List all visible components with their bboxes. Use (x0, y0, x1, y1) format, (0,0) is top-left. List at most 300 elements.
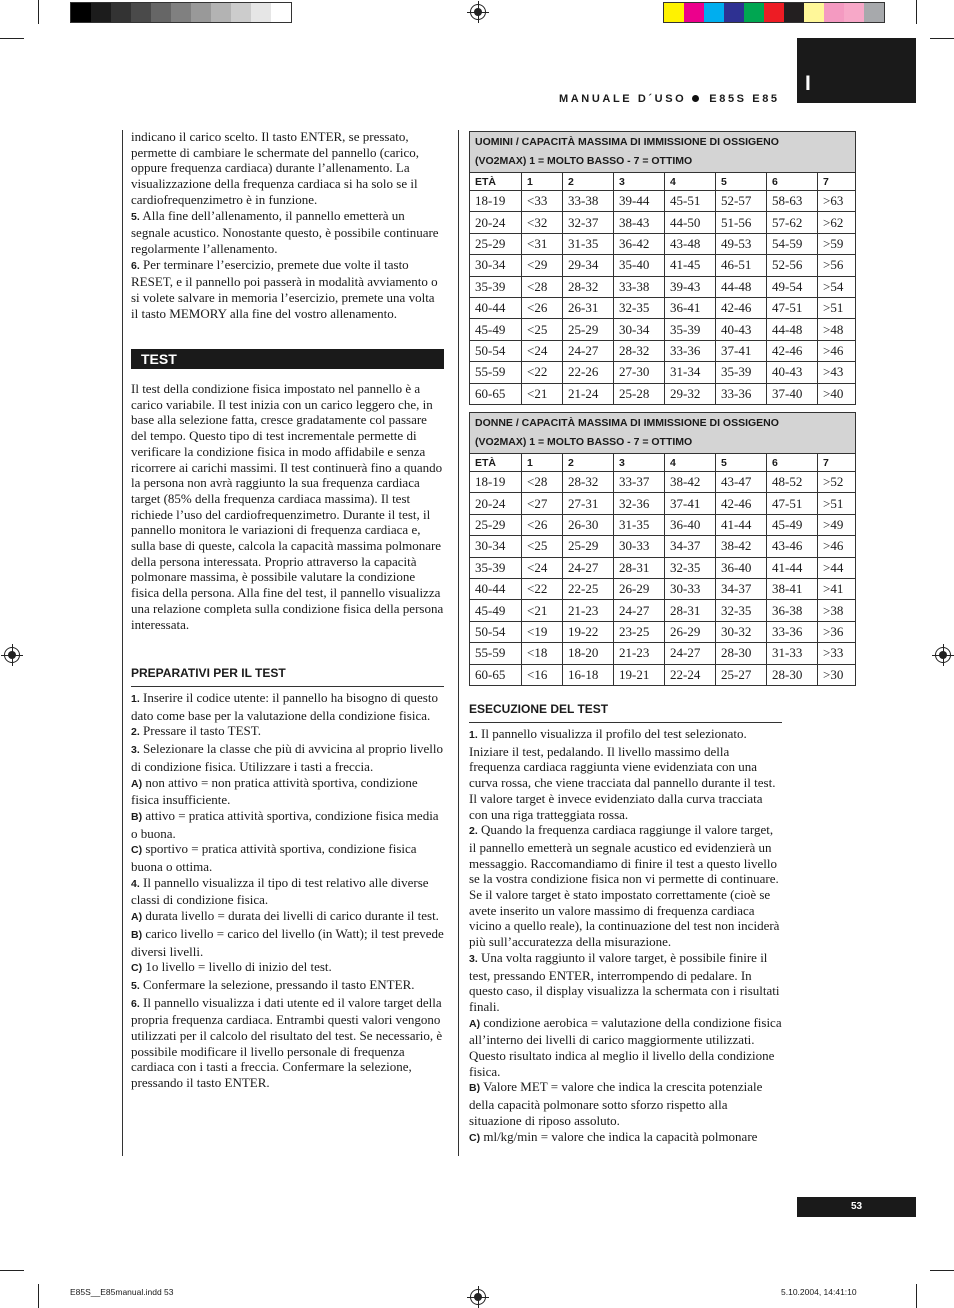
table-cell: 28-31 (665, 600, 716, 621)
table-row (470, 297, 856, 318)
table-cell: 40-43 (767, 362, 818, 383)
men-vo2max-table (469, 131, 856, 405)
crop-mark (916, 0, 917, 24)
table-cell: 50-54 (470, 340, 522, 361)
table-cell: 23-25 (614, 621, 665, 642)
table-cell: <22 (522, 578, 563, 599)
list-text: ml/kg/min = valore che indica la capacità polmonare (480, 1128, 758, 1144)
table-cell: <16 (522, 664, 563, 685)
table-cell: <27 (522, 493, 563, 514)
table-cell: 37-41 (665, 493, 716, 514)
table-cell: >44 (818, 557, 856, 578)
list-text: carico livello = carico del livello (in Watt); il test prevede diversi livelli. (131, 925, 444, 959)
table-cell: 57-62 (767, 212, 818, 233)
table-cell: 22-26 (563, 362, 614, 383)
list-item (131, 995, 444, 1091)
table-cell: <28 (522, 472, 563, 493)
table-cell: 41-45 (665, 255, 716, 276)
table-caption-row (470, 132, 856, 173)
column-header: 5 (716, 454, 767, 472)
column-header: 4 (665, 454, 716, 472)
table-cell: 35-39 (470, 276, 522, 297)
table-row (470, 276, 856, 297)
crop-mark (930, 1270, 954, 1271)
list-marker: A) (469, 1017, 481, 1030)
column-header: 1 (522, 454, 563, 472)
table-cell: 33-38 (563, 191, 614, 212)
table-row (470, 621, 856, 642)
table-cell: >46 (818, 536, 856, 557)
table-cell: 27-31 (563, 493, 614, 514)
color-swatch (724, 3, 744, 22)
color-swatch (191, 3, 211, 22)
table-cell: 44-48 (767, 319, 818, 340)
color-swatch (844, 3, 864, 22)
table-row (470, 643, 856, 664)
table-cell: 35-39 (470, 557, 522, 578)
table-cell: 48-52 (767, 472, 818, 493)
table-cell: 28-32 (563, 472, 614, 493)
table-row (470, 600, 856, 621)
caption-line: UOMINI / CAPACITÀ MASSIMA DI IMMISSIONE DI OSSIGENO (475, 136, 779, 148)
table-cell: 20-24 (470, 212, 522, 233)
table-cell: >38 (818, 600, 856, 621)
list-item (131, 741, 444, 774)
table-cell: 32-35 (716, 600, 767, 621)
list-item (131, 775, 444, 808)
list-marker: 1. (469, 729, 478, 741)
table-row (470, 319, 856, 340)
table-cell: <22 (522, 362, 563, 383)
table-cell: 30-34 (470, 536, 522, 557)
table-row (470, 514, 856, 535)
list-item (131, 875, 444, 908)
table-cell: >51 (818, 297, 856, 318)
table-cell: >41 (818, 578, 856, 599)
list-text: Confermare la selezione, pressando il tasto ENTER. (139, 976, 415, 992)
table-caption (470, 413, 856, 454)
list-item (469, 950, 782, 1015)
table-cell: 29-34 (563, 255, 614, 276)
table-cell: 18-19 (470, 191, 522, 212)
list-marker: 6. (131, 997, 140, 1010)
table-cell: 33-36 (665, 340, 716, 361)
table-cell: <28 (522, 276, 563, 297)
list-item (131, 808, 444, 841)
table-cell: 55-59 (470, 362, 522, 383)
page-number: 53 (797, 1197, 916, 1217)
list-marker: 3. (131, 744, 140, 757)
table-cell: 43-48 (665, 233, 716, 254)
color-swatch (824, 3, 844, 22)
table-row (470, 191, 856, 212)
table-cell: >56 (818, 255, 856, 276)
crop-mark (0, 38, 24, 39)
table-cell: 49-54 (767, 276, 818, 297)
column-header: 2 (563, 173, 614, 191)
table-row (470, 362, 856, 383)
table-cell: 52-57 (716, 191, 767, 212)
table-row (470, 664, 856, 685)
table-cell: 40-43 (716, 319, 767, 340)
registration-mark-icon (470, 1289, 486, 1305)
table-cell: 54-59 (767, 233, 818, 254)
table-cell: >46 (818, 340, 856, 361)
table-cell: <18 (522, 643, 563, 664)
list-marker: C) (131, 844, 143, 857)
list-text: Una volta raggiunto il valore target, è possibile finire il test, pressando ENTER, interrompendo di pedalare. In questo caso, il display visualizza la schermata con i risultati finali. (469, 949, 780, 1014)
table-cell: 26-29 (614, 578, 665, 599)
list-text: Il pannello visualizza il profilo del test selezionato. Iniziare il test, pedalando. Il livello massimo della frequenza cardiaca raggiunta viene evidenziata con una curva rossa, che viene tracciata dal pannello durante il test. Il valore target è invece evidenziato dalla curva tracciata con una riga tratteggiata rossa. (469, 726, 776, 822)
list-item (131, 841, 444, 874)
color-swatch (91, 3, 111, 22)
table-cell: 19-21 (614, 664, 665, 685)
column-header: 7 (818, 173, 856, 191)
table-cell: 36-38 (767, 600, 818, 621)
paragraph-6: 6. Per terminare l’esercizio, premete due volte il tasto RESET, e il pannello poi passerà in modalità avviamento o si volete salvare in memoria l’esercizio, premete una volta il tasto MEMORY alla fine del vostro allenamento. (131, 256, 438, 321)
list-item (131, 723, 444, 741)
table-row (470, 536, 856, 557)
table-cell: >52 (818, 472, 856, 493)
paragraph-5: 5. Alla fine dell’allenamento, il pannello emetterà un segnale acustico. Nonostante questo, è possibile continuare regolarmente l’allenamento. (131, 207, 439, 256)
list-marker: B) (131, 928, 143, 941)
language-tab (797, 38, 916, 103)
table-cell: 45-49 (470, 319, 522, 340)
table-cell: 18-19 (470, 472, 522, 493)
table-cell: 28-30 (767, 664, 818, 685)
table-row (470, 255, 856, 276)
column-header: 2 (563, 454, 614, 472)
table-cell: 38-42 (716, 536, 767, 557)
table-caption-row (470, 413, 856, 454)
table-cell: 29-32 (665, 383, 716, 404)
test-section-heading: TEST (131, 349, 444, 369)
table-cell: <33 (522, 191, 563, 212)
column-header: 5 (716, 173, 767, 191)
table-cell: 25-29 (563, 319, 614, 340)
list-text: Il pannello visualizza i dati utente ed il valore target della propria frequenza cardiaca. Entrambi questi valori vengono utilizzati per il calcolo del risultato del test. Se necessario, è possibile modificare il livello personale di frequenza cardiaca con i tasti a freccia. Confermare la selezione, pressando il tasto ENTER. (131, 994, 443, 1091)
list-text: Il pannello visualizza il tipo di test relativo alle diverse classi di condizione fisica. (131, 874, 429, 908)
table-cell: <24 (522, 340, 563, 361)
table-cell: 44-50 (665, 212, 716, 233)
column-header: 3 (614, 173, 665, 191)
table-cell: <31 (522, 233, 563, 254)
table-cell: 51-56 (716, 212, 767, 233)
list-item (469, 1129, 782, 1147)
list-text: sportivo = pratica attività sportiva, condizione fisica buona o ottima. (131, 841, 417, 875)
table-cell: 34-37 (665, 536, 716, 557)
crop-mark (916, 1284, 917, 1308)
table-cell: 31-35 (563, 233, 614, 254)
color-swatch (804, 3, 824, 22)
table-cell: 28-30 (716, 643, 767, 664)
table-cell: 26-31 (563, 297, 614, 318)
table-cell: 36-42 (614, 233, 665, 254)
table-cell: 28-32 (614, 340, 665, 361)
table-cell: 45-51 (665, 191, 716, 212)
color-swatch (231, 3, 251, 22)
crop-mark (38, 1284, 39, 1308)
table-cell: <25 (522, 536, 563, 557)
list-item (131, 690, 444, 723)
test-paragraph: Il test della condizione fisica impostato nel pannello è a carico variabile. Il test inizia con un carico leggero che, in base alla selezione fatta, cresce gradatamente col passare del tempo. Questo tipo di test incrementale permette di verificare la condizione fisica in modo affidabile e senza ricorrere ai carichi massimi. Il test continuerà fino a quando la persona non avrà raggiunto la sua frequenza cardiaca target (85% della frequenza cardiaca massima). Il test richiede l’uso del cardiofrequenzimetro. Durante il test, il pannello monitora le variazioni di frequenza cardiaca e, sulla base di queste, calcola la capacità massima polmonare della persona interessata. Proprio attraverso la capacità polmonare massima, è possibile valutare la condizione fisica della persona. Alla fine del test, il pannello visualizza una relazione completa sulla condizione fisica della persona interessata. (131, 381, 444, 632)
color-swatch (131, 3, 151, 22)
column-header: 3 (614, 454, 665, 472)
table-cell: 21-23 (563, 600, 614, 621)
exec-heading: ESECUZIONE DEL TEST (469, 702, 782, 723)
table-row (470, 493, 856, 514)
table-cell: 43-46 (767, 536, 818, 557)
column-header: ETÀ (470, 173, 522, 191)
table-cell: 50-54 (470, 621, 522, 642)
table-cell: 24-27 (563, 557, 614, 578)
table-cell: >30 (818, 664, 856, 685)
left-column-intro (131, 129, 444, 321)
table-cell: 25-28 (614, 383, 665, 404)
table-cell: >33 (818, 643, 856, 664)
table-cell: >40 (818, 383, 856, 404)
table-cell: 55-59 (470, 643, 522, 664)
table-cell: 36-40 (665, 514, 716, 535)
women-vo2max-table (469, 412, 856, 686)
date-slug: 5.10.2004, 14:41:10 (781, 1287, 857, 1297)
table-cell: <26 (522, 297, 563, 318)
language-code: I (805, 72, 811, 95)
table-cell: 33-38 (614, 276, 665, 297)
color-swatch (251, 3, 271, 22)
column-rule (458, 130, 459, 1156)
table-cell: 30-34 (614, 319, 665, 340)
list-item (469, 726, 782, 822)
table-cell: 40-44 (470, 578, 522, 599)
table-cell: 21-24 (563, 383, 614, 404)
table-cell: 26-29 (665, 621, 716, 642)
list-text: attivo = pratica attività sportiva, condizione fisica media o buona. (131, 807, 439, 841)
column-header: 6 (767, 454, 818, 472)
list-text: Inserire il codice utente: il pannello ha bisogno di questo dato come base per la valutazione della condizione fisica. (131, 690, 438, 723)
list-marker: A) (131, 777, 143, 790)
table-cell: 24-27 (563, 340, 614, 361)
table-cell: 31-34 (665, 362, 716, 383)
intro-paragraph: indicano il carico scelto. Il tasto ENTER, se pressato, permette di cambiare le schermate del pannello (carico, oppure frequenza cardiaca) durante l’allenamento. La visualizzazione della frequenza cardiaca si ha solo se il cardiofrequenzimetro è in funzione. (131, 129, 420, 207)
table-cell: 26-30 (563, 514, 614, 535)
prep-list (131, 690, 444, 1091)
table-header-row (470, 454, 856, 472)
running-header (559, 93, 780, 105)
table-cell: 31-35 (614, 514, 665, 535)
table-cell: 25-29 (563, 536, 614, 557)
table-cell: 30-34 (470, 255, 522, 276)
table-cell: 24-27 (614, 600, 665, 621)
list-item (469, 1079, 782, 1128)
list-item (131, 908, 444, 926)
bullet-dot-icon (692, 95, 699, 102)
table-cell: 34-37 (716, 578, 767, 599)
table-cell: 44-48 (716, 276, 767, 297)
list-item (131, 959, 444, 977)
crop-mark (38, 0, 39, 24)
table-cell: <21 (522, 600, 563, 621)
column-rule (122, 130, 123, 1156)
table-cell: 58-63 (767, 191, 818, 212)
table-cell: 36-41 (665, 297, 716, 318)
table-row (470, 340, 856, 361)
list-marker: 2. (469, 825, 478, 838)
table-cell: 35-39 (665, 319, 716, 340)
list-marker: C) (131, 962, 143, 975)
list-text: Selezionare la classe che più di avvicina al proprio livello di condizione fisica. Utilizzare i tasti a freccia. (131, 741, 443, 774)
list-text: condizione aerobica = valutazione della condizione fisica all’interno dei livelli di carico maggiormente utilizzati. Questo risultato indica al meglio il livello della condizione fisica. (469, 1014, 782, 1079)
table-cell: 30-33 (614, 536, 665, 557)
color-swatch (764, 3, 784, 22)
table-cell: 30-32 (716, 621, 767, 642)
table-cell: 21-23 (614, 643, 665, 664)
table-cell: 41-44 (716, 514, 767, 535)
registration-mark-icon (935, 647, 951, 663)
table-cell: 31-33 (767, 643, 818, 664)
column-header: 1 (522, 173, 563, 191)
table-cell: 45-49 (470, 600, 522, 621)
table-cell: 37-41 (716, 340, 767, 361)
list-text: 1o livello = livello di inizio del test. (142, 959, 332, 975)
table-cell: 20-24 (470, 493, 522, 514)
crop-mark (0, 1270, 24, 1271)
color-swatch (664, 3, 684, 22)
table-cell: <21 (522, 383, 563, 404)
table-cell: >36 (818, 621, 856, 642)
list-marker: C) (469, 1131, 481, 1144)
color-swatch (151, 3, 171, 22)
table-row (470, 578, 856, 599)
table-cell: <24 (522, 557, 563, 578)
color-swatch (271, 3, 291, 22)
table-cell: >48 (818, 319, 856, 340)
crop-mark (930, 38, 954, 39)
table-cell: 35-39 (716, 362, 767, 383)
table-cell: 30-33 (665, 578, 716, 599)
table-cell: <26 (522, 514, 563, 535)
table-cell: 46-51 (716, 255, 767, 276)
table-row (470, 212, 856, 233)
table-cell: <19 (522, 621, 563, 642)
list-item (469, 822, 782, 950)
table-cell: 43-47 (716, 472, 767, 493)
color-swatch (684, 3, 704, 22)
list-marker: 3. (469, 952, 478, 965)
table-cell: 28-32 (563, 276, 614, 297)
table-cell: 25-29 (470, 233, 522, 254)
list-marker: 1. (131, 693, 140, 705)
list-text: non attivo = non pratica attività sportiva, condizione fisica insufficiente. (131, 774, 418, 808)
table-cell: >63 (818, 191, 856, 212)
registration-mark-icon (470, 4, 486, 20)
table-cell: 32-35 (665, 557, 716, 578)
list-item (131, 977, 444, 995)
list-text: Pressare il tasto TEST. (139, 723, 261, 739)
list-marker: 5. (131, 979, 140, 992)
table-cell: 40-44 (470, 297, 522, 318)
table-cell: 33-37 (614, 472, 665, 493)
file-slug: E85S__E85manual.indd 53 (70, 1287, 174, 1297)
table-cell: 36-40 (716, 557, 767, 578)
table-cell: 24-27 (665, 643, 716, 664)
table-cell: 38-43 (614, 212, 665, 233)
manual-title: MANUALE D´USO (559, 93, 687, 105)
table-cell: 28-31 (614, 557, 665, 578)
caption-line: DONNE / CAPACITÀ MASSIMA DI IMMISSIONE DI OSSIGENO (475, 417, 779, 429)
table-row (470, 472, 856, 493)
table-cell: 42-46 (767, 340, 818, 361)
table-cell: >49 (818, 514, 856, 535)
table-cell: 22-24 (665, 664, 716, 685)
list-marker: 4. (131, 877, 140, 890)
table-cell: 35-40 (614, 255, 665, 276)
table-cell: 47-51 (767, 493, 818, 514)
table-cell: 33-36 (767, 621, 818, 642)
exec-list (469, 726, 782, 1146)
table-cell: 32-37 (563, 212, 614, 233)
column-header: 4 (665, 173, 716, 191)
list-marker: B) (469, 1082, 481, 1095)
table-cell: 60-65 (470, 664, 522, 685)
table-cell: 27-30 (614, 362, 665, 383)
table-cell: 38-41 (767, 578, 818, 599)
table-cell: 16-18 (563, 664, 614, 685)
color-swatch (111, 3, 131, 22)
table-cell: >51 (818, 493, 856, 514)
table-cell: 42-46 (716, 297, 767, 318)
color-swatch (864, 3, 884, 22)
table-cell: 18-20 (563, 643, 614, 664)
registration-mark-icon (4, 647, 20, 663)
caption-line: (VO2MAX) 1 = MOLTO BASSO - 7 = OTTIMO (475, 155, 693, 167)
table-cell: >54 (818, 276, 856, 297)
table-cell: 37-40 (767, 383, 818, 404)
color-swatch (171, 3, 191, 22)
grayscale-color-bar (70, 2, 292, 23)
list-text: durata livello = durata dei livelli di carico durante il test. (142, 908, 439, 924)
table-cell: 22-25 (563, 578, 614, 599)
table-cell: 19-22 (563, 621, 614, 642)
table-cell: 49-53 (716, 233, 767, 254)
color-swatch (71, 3, 91, 22)
table-cell: <29 (522, 255, 563, 276)
table-cell: 39-43 (665, 276, 716, 297)
table-cell: 45-49 (767, 514, 818, 535)
table-cell: 25-27 (716, 664, 767, 685)
table-cell: >59 (818, 233, 856, 254)
color-swatch (784, 3, 804, 22)
list-item (131, 926, 444, 959)
list-marker: B) (131, 810, 143, 823)
table-cell: 60-65 (470, 383, 522, 404)
list-text: Valore MET = valore che indica la crescita potenziale della capacità polmonare sotto sforzo rispetto alla situazione di riposo assoluto. (469, 1079, 763, 1128)
model-name: E85S E85 (709, 93, 780, 105)
caption-line: (VO2MAX) 1 = MOLTO BASSO - 7 = OTTIMO (475, 436, 693, 448)
table-cell: 47-51 (767, 297, 818, 318)
column-header: ETÀ (470, 454, 522, 472)
color-swatch (211, 3, 231, 22)
prep-heading: PREPARATIVI PER IL TEST (131, 666, 444, 687)
table-header-row (470, 173, 856, 191)
table-cell: 32-35 (614, 297, 665, 318)
process-color-bar (663, 2, 885, 23)
table-cell: <32 (522, 212, 563, 233)
table-cell: 42-46 (716, 493, 767, 514)
table-row (470, 383, 856, 404)
test-body (131, 381, 444, 632)
column-header: 7 (818, 454, 856, 472)
